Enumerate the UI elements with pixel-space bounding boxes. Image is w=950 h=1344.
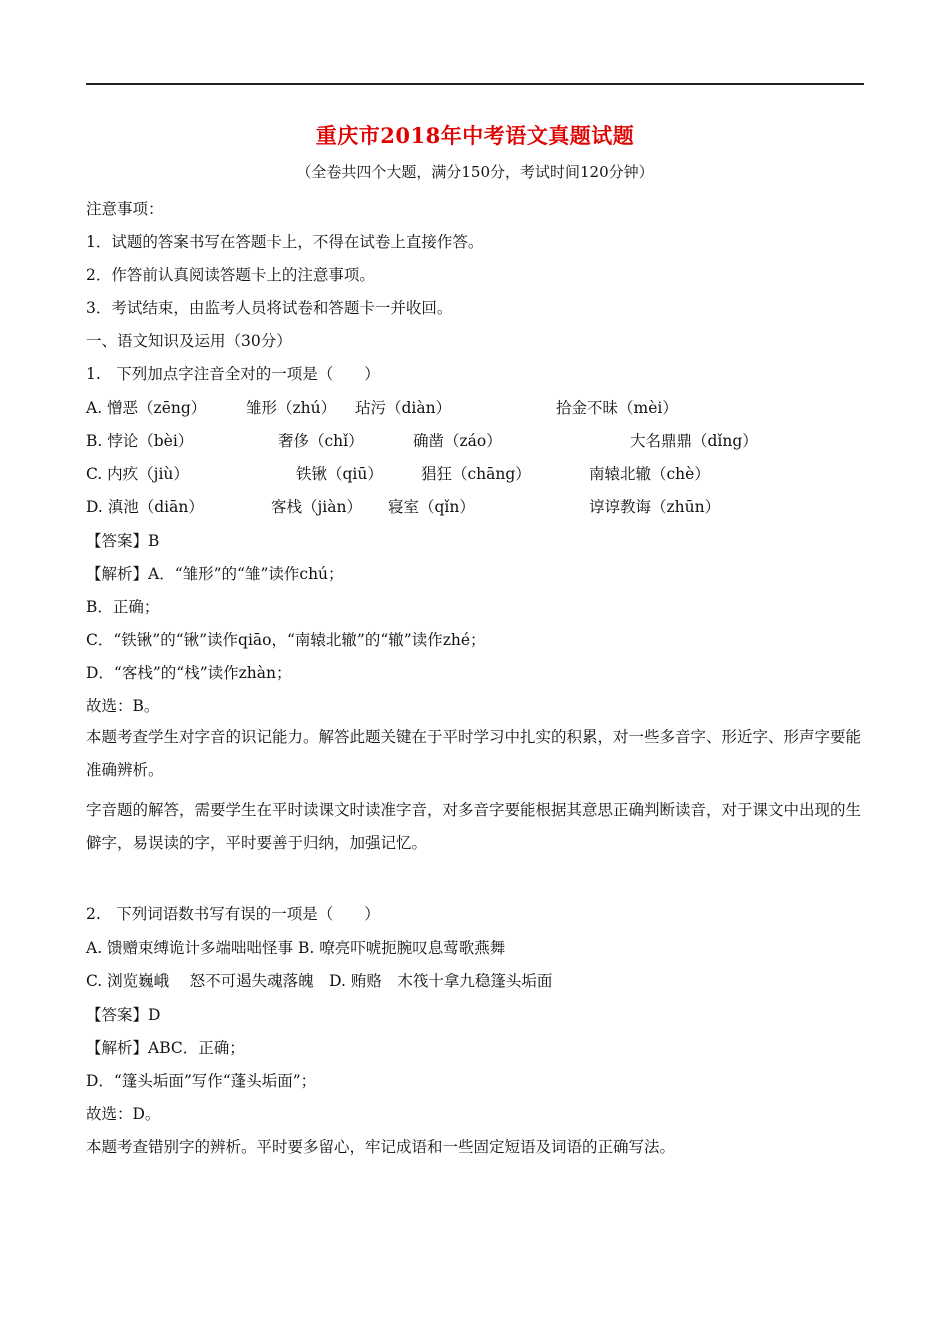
exam-info: （全卷共四个大题，满分150分，考试时间120分钟）: [296, 163, 654, 181]
option-b-word-4: 大名鼎鼎（dǐng）: [630, 432, 758, 450]
option-a-word-2: 雏形（zhú）: [246, 399, 337, 417]
option-a-word-3: 玷污（diàn）: [355, 399, 452, 417]
question-1-comment: 字音题的解答，需要学生在平时读课文时读准字音，对多音字要能根据其意思正确判断读音，对于课文中出现的生僻字，易误读的字，平时要善于归纳，加强记忆。: [86, 801, 862, 852]
header-rule: [86, 83, 864, 85]
question-2-analysis: 【解析】ABC．正确；: [86, 1039, 245, 1057]
question-1-stem: 1. 下列加点字注音全对的一项是（ ）: [86, 365, 380, 383]
question-2-answer: 【答案】D: [86, 1006, 161, 1024]
note-item: 3．考试结束，由监考人员将试卷和答题卡一并收回。: [86, 299, 453, 317]
question-2-options: A. 馈赠束缚诡计多端咄咄怪事 B. 嘹亮吓唬扼腕叹息莺歌燕舞: [86, 939, 506, 957]
analysis-line: D．“客栈”的“栈”读作zhàn；: [86, 664, 292, 682]
option-b-word-1: B. 悖论（bèi）: [86, 432, 194, 450]
question-1-comment: 本题考查学生对字音的识记能力。解答此题关键在于平时学习中扎实的积累，对一些多音字、形近字、形声字要能准确辨析。: [86, 728, 862, 779]
section-heading: 一、语文知识及运用（30分）: [86, 332, 292, 350]
option-c-word-3: 猖狂（chāng）: [421, 465, 531, 483]
option-a-word-4: 拾金不昧（mèi）: [556, 399, 678, 417]
notes-heading: 注意事项：: [86, 200, 164, 218]
question-2-options: C. 浏览巍峨 怒不可遏失魂落魄 D. 贿赂 木筏十拿九稳篷头垢面: [86, 972, 553, 990]
analysis-line: D．“篷头垢面”写作“蓬头垢面”；: [86, 1072, 317, 1090]
note-item: 1．试题的答案书写在答题卡上，不得在试卷上直接作答。: [86, 233, 484, 251]
question-2-comment: 本题考查错别字的辨析。平时要多留心，牢记成语和一些固定短语及词语的正确写法。: [86, 1138, 676, 1156]
option-a-word-1: A. 憎恶（zēng）: [86, 399, 207, 417]
analysis-line: 故选：B。: [86, 697, 160, 715]
option-c-word-1: C. 内疚（jiù）: [86, 465, 189, 483]
option-d-word-1: D. 滇池（diān）: [86, 498, 204, 516]
option-b-word-3: 确凿（záo）: [413, 432, 502, 450]
question-2-stem: 2. 下列词语数书写有误的一项是（ ）: [86, 905, 380, 923]
option-b-word-2: 奢侈（chǐ）: [278, 432, 364, 450]
note-item: 2．作答前认真阅读答题卡上的注意事项。: [86, 266, 375, 284]
question-1-answer: 【答案】B: [86, 532, 160, 550]
option-c-word-4: 南辕北辙（chè）: [589, 465, 710, 483]
analysis-line: C．“铁锹”的“锹”读作qiāo，“南辕北辙”的“辙”读作zhé；: [86, 631, 486, 649]
analysis-line: B．正确；: [86, 598, 160, 616]
page-title: 重庆市2018年中考语文真题试题: [315, 123, 635, 148]
question-1-analysis: 【解析】A．“雏形”的“雏”读作chú；: [86, 565, 344, 583]
option-d-word-4: 谆谆教诲（zhūn）: [589, 498, 721, 516]
analysis-line: 故选：D。: [86, 1105, 161, 1123]
option-d-word-2: 客栈（jiàn）: [271, 498, 362, 516]
option-d-word-3: 寝室（qǐn）: [388, 498, 475, 516]
option-c-word-2: 铁锹（qiū）: [296, 465, 383, 483]
